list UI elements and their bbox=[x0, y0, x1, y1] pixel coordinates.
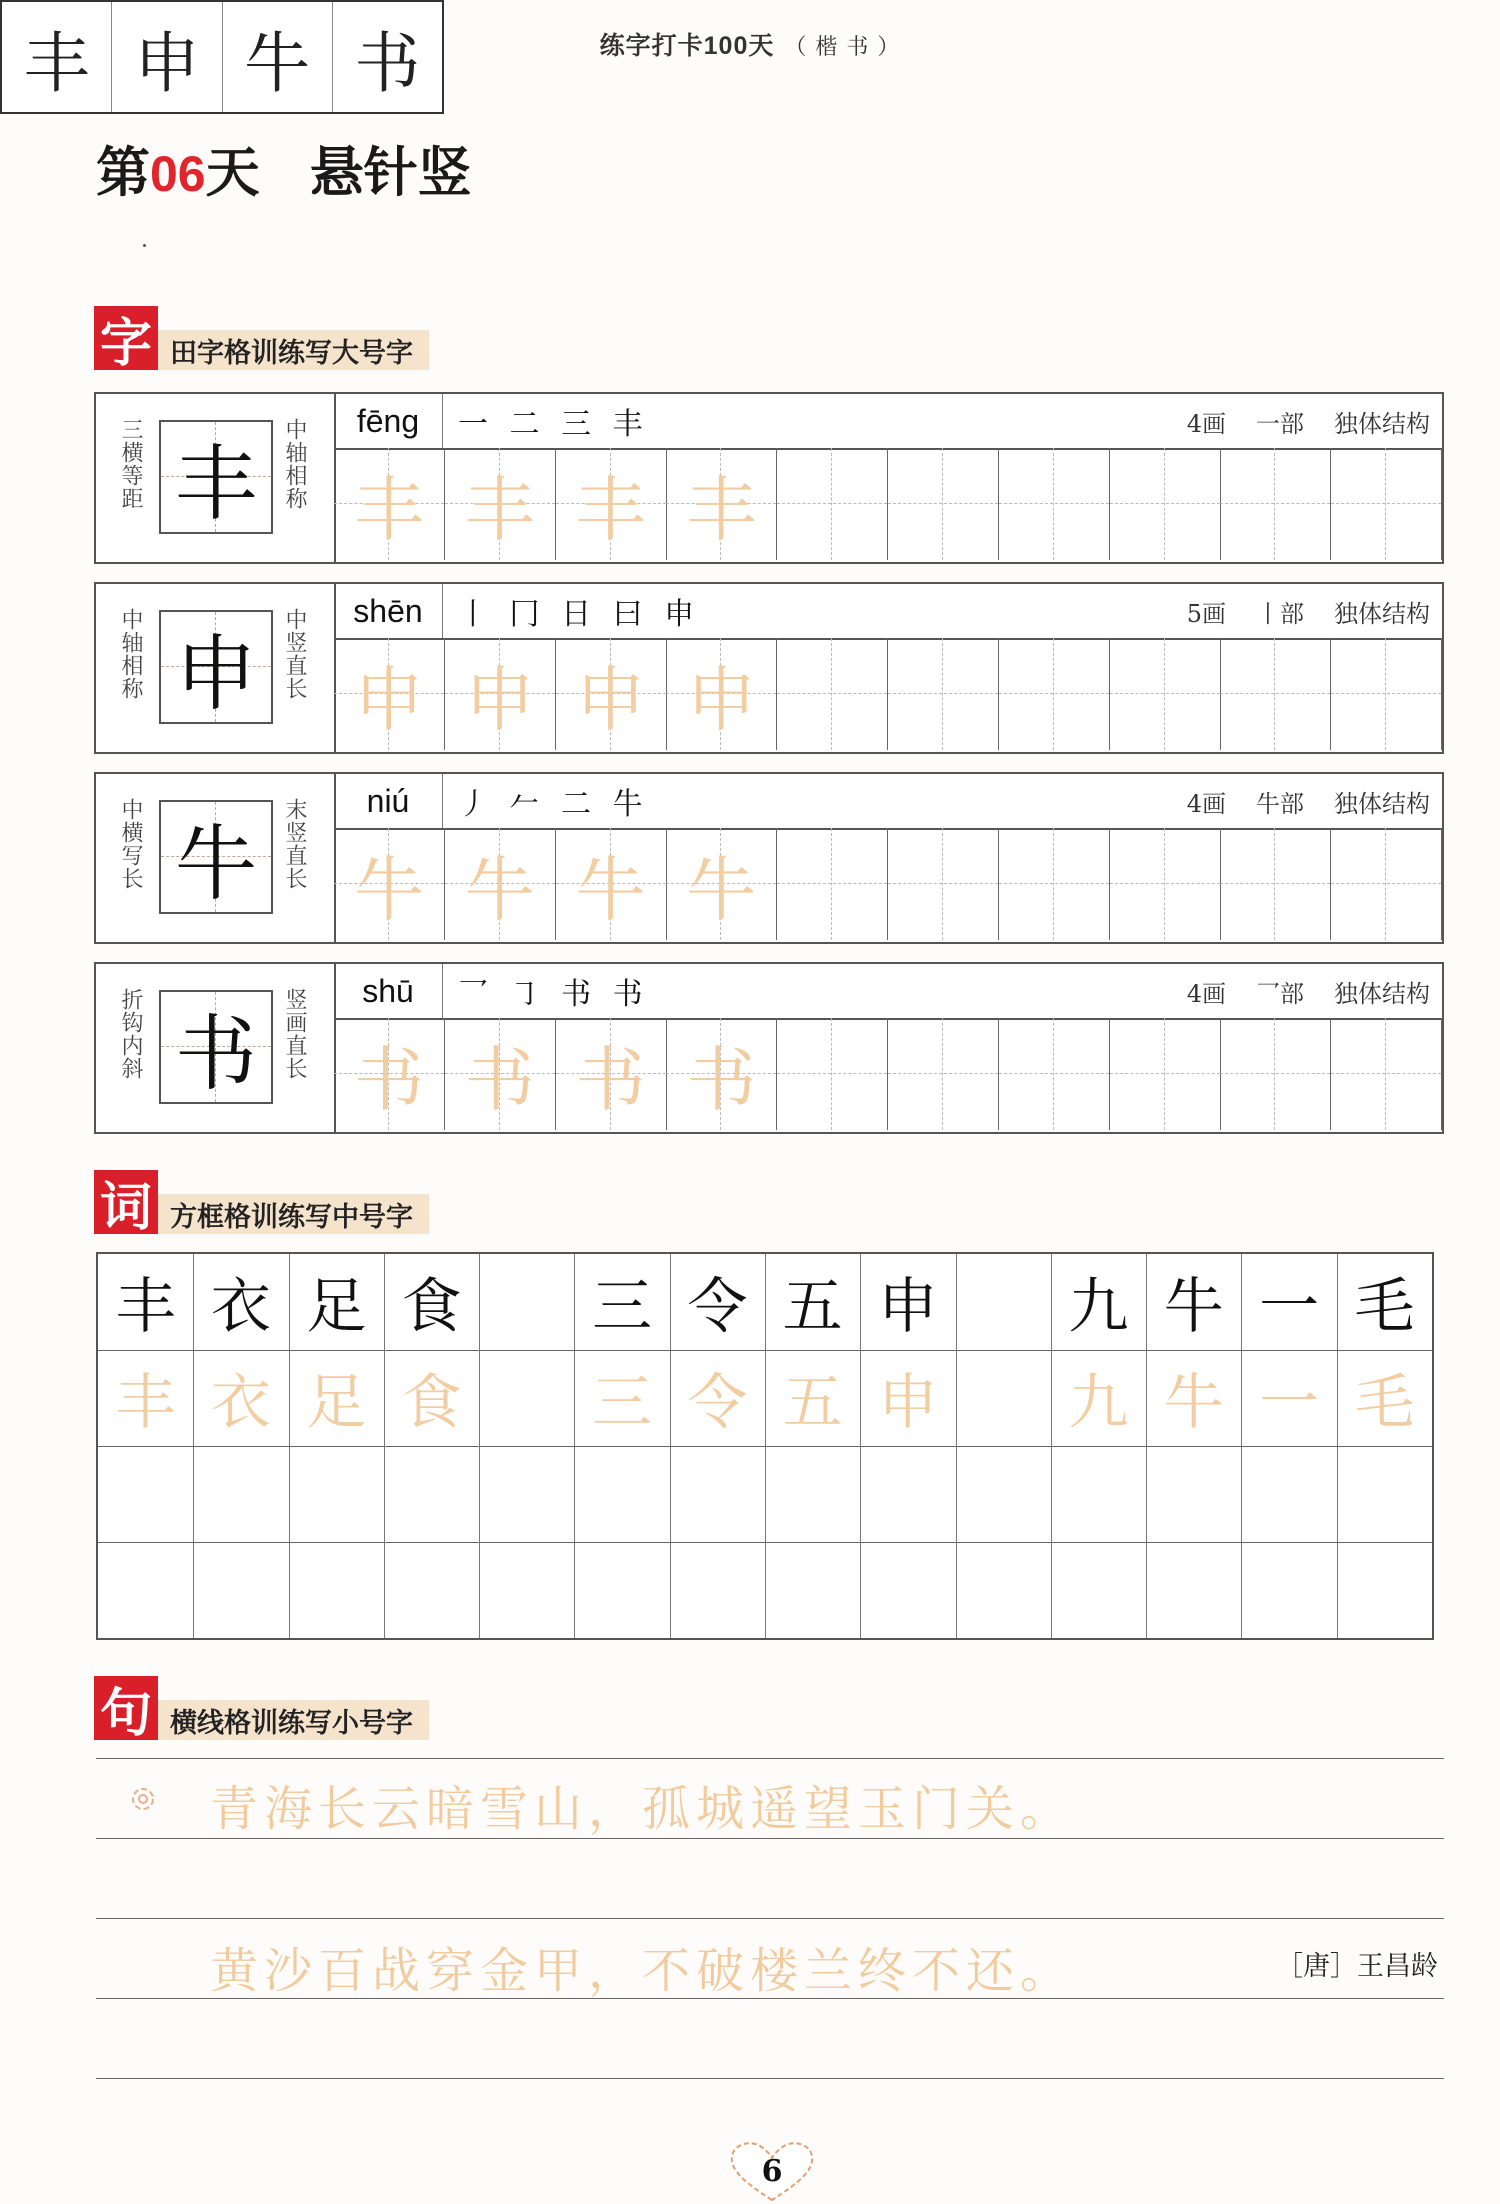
tip-left: 折钩内斜 bbox=[118, 988, 143, 1080]
title-suffix: 天 bbox=[205, 140, 260, 204]
day-number: 06 bbox=[150, 146, 206, 202]
practice-cell[interactable] bbox=[999, 1018, 1110, 1130]
stroke-count: 5画 bbox=[1186, 599, 1226, 628]
trace-char: 书 bbox=[464, 1038, 535, 1121]
blank-cell[interactable] bbox=[193, 1446, 289, 1542]
blank-cell[interactable] bbox=[1337, 1542, 1432, 1638]
practice-cell[interactable] bbox=[334, 828, 445, 940]
word-cell: 食 bbox=[384, 1254, 480, 1350]
blank-cell[interactable] bbox=[479, 1446, 575, 1542]
ruled-line bbox=[96, 1758, 1444, 1759]
blank-cell[interactable] bbox=[1051, 1542, 1147, 1638]
blank-cell[interactable] bbox=[1146, 1542, 1242, 1638]
ruled-line bbox=[96, 1918, 1444, 1919]
trace-char: 书 bbox=[575, 1038, 646, 1121]
running-title: 练字打卡100天 bbox=[599, 32, 775, 60]
stroke-count: 4画 bbox=[1186, 789, 1226, 818]
word-cell: 三 bbox=[574, 1254, 670, 1350]
word-cell: 毛 bbox=[1354, 1272, 1415, 1342]
character-card bbox=[94, 582, 1444, 754]
practice-cell[interactable] bbox=[666, 638, 777, 750]
structure: 独体结构 bbox=[1334, 789, 1430, 818]
structure: 独体结构 bbox=[1334, 409, 1430, 438]
practice-cell[interactable] bbox=[888, 448, 999, 560]
decorative-dot bbox=[143, 244, 146, 247]
radical: 丨部 bbox=[1256, 599, 1304, 628]
word-cell: 毛 bbox=[1354, 1368, 1415, 1438]
model-box bbox=[159, 610, 273, 724]
practice-grid bbox=[334, 448, 1442, 560]
example-char: 牛 bbox=[223, 2, 333, 112]
blank-cell[interactable] bbox=[479, 1542, 575, 1638]
trace-char: 丰 bbox=[686, 468, 757, 551]
character-card bbox=[94, 392, 1444, 564]
word-cell: 九 bbox=[1051, 1350, 1147, 1446]
ruled-line[interactable] bbox=[96, 1998, 1444, 1999]
model-panel bbox=[96, 394, 336, 562]
char-meta bbox=[1157, 584, 1430, 638]
trace-char: 丰 bbox=[464, 468, 535, 551]
practice-cell[interactable] bbox=[556, 1018, 667, 1130]
blank-cell[interactable] bbox=[384, 1542, 480, 1638]
practice-grid bbox=[334, 638, 1442, 750]
practice-cell[interactable] bbox=[1220, 1018, 1331, 1130]
blank-cell[interactable] bbox=[765, 1542, 861, 1638]
tip-left: 三横等距 bbox=[118, 418, 143, 510]
example-char: 书 bbox=[354, 24, 421, 102]
tip-right: 中竖直长 bbox=[282, 608, 307, 700]
pinyin: shū bbox=[334, 964, 443, 1018]
word-trace-row bbox=[98, 1350, 1432, 1447]
running-header bbox=[0, 26, 1500, 62]
practice-cell[interactable] bbox=[1331, 828, 1442, 940]
blank-cell[interactable] bbox=[289, 1446, 385, 1542]
example-char: 丰 bbox=[2, 2, 112, 112]
blank-cell[interactable] bbox=[956, 1446, 1052, 1542]
tip-right: 末竖直长 bbox=[282, 798, 307, 890]
practice-cell[interactable] bbox=[888, 1018, 999, 1130]
practice-cell[interactable] bbox=[334, 1018, 445, 1130]
tip-right: 中轴相称 bbox=[282, 418, 307, 510]
practice-cell[interactable] bbox=[1220, 638, 1331, 750]
practice-cell[interactable] bbox=[888, 638, 999, 750]
page-number-badge bbox=[724, 2138, 820, 2204]
word-cell: 一 bbox=[1241, 1350, 1337, 1446]
word-cell bbox=[956, 1254, 1052, 1350]
stroke-order: 乛 ㇆ 书 书 bbox=[458, 977, 649, 1012]
practice-cell[interactable] bbox=[999, 448, 1110, 560]
practice-cell[interactable] bbox=[999, 638, 1110, 750]
word-blank-row[interactable] bbox=[98, 1542, 1432, 1638]
model-char: 牛 bbox=[174, 816, 257, 912]
practice-cell[interactable] bbox=[1220, 448, 1331, 560]
char-info bbox=[334, 584, 1442, 640]
practice-cell[interactable] bbox=[1331, 638, 1442, 750]
blank-cell[interactable] bbox=[956, 1542, 1052, 1638]
stroke-order: 一 二 三 丰 bbox=[458, 407, 649, 442]
trace-char: 牛 bbox=[575, 848, 646, 931]
section-header-sentence bbox=[94, 1676, 429, 1744]
blank-cell[interactable] bbox=[384, 1446, 480, 1542]
pinyin: niú bbox=[334, 774, 443, 828]
word-cell: 令 bbox=[670, 1254, 766, 1350]
trace-char: 牛 bbox=[686, 848, 757, 931]
practice-grid bbox=[334, 1018, 1442, 1130]
trace-char: 申 bbox=[686, 658, 757, 741]
word-cell: 五 bbox=[765, 1350, 861, 1446]
practice-cell[interactable] bbox=[1110, 1018, 1221, 1130]
word-cell bbox=[479, 1350, 575, 1446]
model-char: 丰 bbox=[174, 436, 257, 532]
word-cell bbox=[956, 1350, 1052, 1446]
blank-cell[interactable] bbox=[1337, 1446, 1432, 1542]
model-panel bbox=[96, 774, 336, 942]
model-box bbox=[159, 990, 273, 1104]
section-badge: 词 bbox=[94, 1170, 158, 1234]
section-header-char bbox=[94, 306, 429, 374]
stroke-count: 4画 bbox=[1186, 409, 1226, 438]
trace-char: 申 bbox=[464, 658, 535, 741]
practice-cell[interactable] bbox=[445, 1018, 556, 1130]
practice-cell[interactable] bbox=[777, 1018, 888, 1130]
char-info bbox=[334, 394, 1442, 450]
practice-cell[interactable] bbox=[1331, 1018, 1442, 1130]
word-cell: 九 bbox=[1051, 1254, 1147, 1350]
section-title: 方框格训练写中号字 bbox=[158, 1194, 429, 1234]
blank-cell[interactable] bbox=[98, 1446, 194, 1542]
model-panel bbox=[96, 584, 336, 752]
word-cell: 足 bbox=[289, 1254, 385, 1350]
blank-cell[interactable] bbox=[670, 1446, 766, 1542]
char-meta bbox=[1157, 394, 1430, 448]
character-card bbox=[94, 962, 1444, 1134]
page-title bbox=[96, 130, 472, 207]
model-box bbox=[159, 420, 273, 534]
trace-char: 丰 bbox=[575, 468, 646, 551]
blank-cell[interactable] bbox=[574, 1446, 670, 1542]
word-cell: 申 bbox=[860, 1350, 956, 1446]
ruled-line[interactable] bbox=[96, 1838, 1444, 1839]
blank-cell[interactable] bbox=[860, 1542, 956, 1638]
stroke-count: 4画 bbox=[1186, 979, 1226, 1008]
blank-cell[interactable] bbox=[1051, 1446, 1147, 1542]
lesson-topic: 悬针竖 bbox=[309, 140, 472, 204]
word-cell: 三 bbox=[574, 1350, 670, 1446]
trace-char: 书 bbox=[354, 1038, 424, 1121]
word-cell bbox=[479, 1254, 575, 1350]
practice-cell[interactable] bbox=[556, 448, 667, 560]
word-cell: 令 bbox=[670, 1350, 766, 1446]
blank-cell[interactable] bbox=[1146, 1446, 1242, 1542]
practice-cell[interactable] bbox=[666, 1018, 777, 1130]
trace-char: 书 bbox=[686, 1038, 757, 1121]
section-badge: 字 bbox=[94, 306, 158, 370]
blank-cell[interactable] bbox=[670, 1542, 766, 1638]
practice-cell[interactable] bbox=[556, 638, 667, 750]
practice-cell[interactable] bbox=[777, 638, 888, 750]
practice-cell[interactable] bbox=[666, 448, 777, 560]
practice-cell[interactable] bbox=[999, 828, 1110, 940]
practice-cell[interactable] bbox=[334, 448, 445, 560]
word-cell: 牛 bbox=[1146, 1350, 1242, 1446]
poem-line-2: 黄沙百战穿金甲，不破楼兰终不还。 bbox=[210, 1943, 1075, 1999]
flower-icon bbox=[128, 1784, 158, 1814]
stroke-order: 丿 𠂉 二 牛 bbox=[458, 787, 649, 822]
pinyin: fēng bbox=[334, 394, 443, 448]
trace-char: 申 bbox=[354, 658, 424, 741]
practice-cell[interactable] bbox=[445, 448, 556, 560]
practice-cell[interactable] bbox=[1110, 448, 1221, 560]
word-practice-grid bbox=[96, 1252, 1434, 1640]
stroke-order: 丨 冂 日 曰 申 bbox=[458, 597, 701, 632]
character-card bbox=[94, 772, 1444, 944]
tip-left: 中横写长 bbox=[118, 798, 143, 890]
section-badge: 句 bbox=[94, 1676, 158, 1740]
trace-char: 牛 bbox=[354, 848, 424, 931]
model-box bbox=[159, 800, 273, 914]
word-cell: 五 bbox=[765, 1254, 861, 1350]
practice-cell[interactable] bbox=[666, 828, 777, 940]
word-blank-row[interactable] bbox=[98, 1446, 1432, 1543]
model-panel bbox=[96, 964, 336, 1132]
poem-line-1: 青海长云暗雪山，孤城遥望玉门关。 bbox=[210, 1781, 1075, 1837]
practice-cell[interactable] bbox=[777, 828, 888, 940]
blank-cell[interactable] bbox=[1241, 1542, 1337, 1638]
blank-cell[interactable] bbox=[574, 1542, 670, 1638]
char-info bbox=[334, 774, 1442, 830]
structure: 独体结构 bbox=[1334, 979, 1430, 1008]
section-title: 横线格训练写小号字 bbox=[158, 1700, 429, 1740]
word-model-row bbox=[98, 1254, 1432, 1351]
word-cell: 足 bbox=[289, 1350, 385, 1446]
radical: 牛部 bbox=[1256, 789, 1304, 818]
radical: 乛部 bbox=[1256, 979, 1304, 1008]
running-sub: （ 楷 书 ） bbox=[784, 35, 901, 60]
char-meta bbox=[1157, 774, 1430, 828]
practice-cell[interactable] bbox=[1220, 828, 1331, 940]
page-number: 6 bbox=[761, 2153, 783, 2189]
practice-cell[interactable] bbox=[445, 828, 556, 940]
word-cell: 衣 bbox=[193, 1254, 289, 1350]
poem-author: ［唐］王昌龄 bbox=[1276, 1951, 1438, 1982]
word-cell: 丰 bbox=[98, 1254, 194, 1350]
blank-cell[interactable] bbox=[1241, 1446, 1337, 1542]
practice-cell[interactable] bbox=[1331, 448, 1442, 560]
model-char: 书 bbox=[174, 1006, 257, 1102]
practice-cell[interactable] bbox=[777, 448, 888, 560]
structure: 独体结构 bbox=[1334, 599, 1430, 628]
model-char: 申 bbox=[174, 626, 257, 722]
title-prefix: 第 bbox=[96, 140, 150, 204]
blank-cell[interactable] bbox=[193, 1542, 289, 1638]
section-title: 田字格训练写大号字 bbox=[158, 330, 429, 370]
word-cell: 牛 bbox=[1146, 1254, 1242, 1350]
example-char: 申 bbox=[112, 2, 222, 112]
practice-cell[interactable] bbox=[1110, 638, 1221, 750]
word-cell: 食 bbox=[384, 1350, 480, 1446]
trace-char: 申 bbox=[575, 658, 646, 741]
radical: 一部 bbox=[1256, 409, 1304, 438]
ruled-line bbox=[96, 2078, 1444, 2079]
tip-left: 中轴相称 bbox=[118, 608, 143, 700]
word-cell: 一 bbox=[1241, 1254, 1337, 1350]
practice-cell[interactable] bbox=[888, 828, 999, 940]
pinyin: shēn bbox=[334, 584, 443, 638]
practice-cell[interactable] bbox=[1110, 828, 1221, 940]
practice-grid bbox=[334, 828, 1442, 940]
char-meta bbox=[1157, 964, 1430, 1018]
blank-cell[interactable] bbox=[860, 1446, 956, 1542]
practice-cell[interactable] bbox=[445, 638, 556, 750]
practice-cell[interactable] bbox=[556, 828, 667, 940]
blank-cell[interactable] bbox=[289, 1542, 385, 1638]
word-cell: 衣 bbox=[193, 1350, 289, 1446]
word-cell: 丰 bbox=[98, 1350, 194, 1446]
char-info bbox=[334, 964, 1442, 1020]
section-header-word bbox=[94, 1170, 429, 1238]
practice-cell[interactable] bbox=[334, 638, 445, 750]
tip-right: 竖画直长 bbox=[282, 988, 307, 1080]
blank-cell[interactable] bbox=[98, 1542, 194, 1638]
trace-char: 牛 bbox=[464, 848, 535, 931]
word-cell: 申 bbox=[860, 1254, 956, 1350]
trace-char: 丰 bbox=[354, 468, 424, 551]
blank-cell[interactable] bbox=[765, 1446, 861, 1542]
